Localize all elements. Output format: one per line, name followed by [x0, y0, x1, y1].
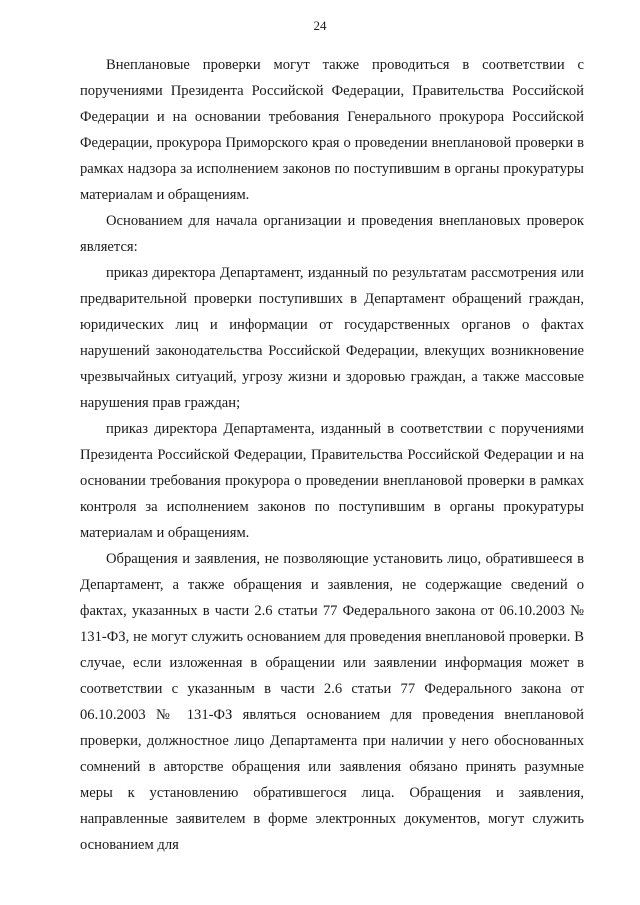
document-body	[80, 52, 584, 858]
paragraph-grounds-intro: Основанием для начала организации и проведения внеплановых проверок является:	[80, 213, 584, 255]
page-number: 24	[313, 18, 327, 33]
paragraph-unscheduled-inspections: Внеплановые проверки могут также проводиться в соответствии с поручениями Президента Российской Федерации, Правительства Российской Федерации и на основании требования Генерального прокурора Российской Федерации, прокурора Приморского края о проведении внеплановой проверки в рамках надзора за исполнением законов по поступившим в органы прокуратуры материалам и обращениям.	[80, 57, 584, 203]
paragraph-order-instructions: приказ директора Департамента, изданный в соответствии с поручениями Президента Российской Федерации, Правительства Российской Федерации и на основании требования прокурора о проведении внеплановой проверки в рамках контроля за исполнением законов по поступившим в органы прокуратуры материалам и обращениям.	[80, 421, 584, 541]
paragraph-order-complaints: приказ директора Департамент, изданный по результатам рассмотрения или предварительной проверки поступивших в Департамент обращений граждан, юридических лиц и информации от государственных органов о фактах нарушений законодательства Российской Федерации, влекущих возникновение чрезвычайных ситуаций, угрозу жизни и здоровью граждан, а также массовые нарушения прав граждан;	[80, 265, 584, 411]
paragraph-anonymous-appeals: Обращения и заявления, не позволяющие установить лицо, обратившееся в Департамент, а также обращения и заявления, не содержащие сведений о фактах, указанных в части 2.6 статьи 77 Федерального закона от 06.10.2003 № 131-ФЗ, не могут служить основанием для проведения внеплановой проверки. В случае, если изложенная в обращении или заявлении информация может в соответствии с указанным в части 2.6 статьи 77 Федерального закона от 06.10.2003 № 131-ФЗ являться основанием для проведения внеплановой проверки, должностное лицо Департамента при наличии у него обоснованных сомнений в авторстве обращения или заявления обязано принять разумные меры к установлению обратившегося лица. Обращения и заявления, направленные заявителем в форме электронных документов, могут служить основанием для	[80, 551, 584, 853]
